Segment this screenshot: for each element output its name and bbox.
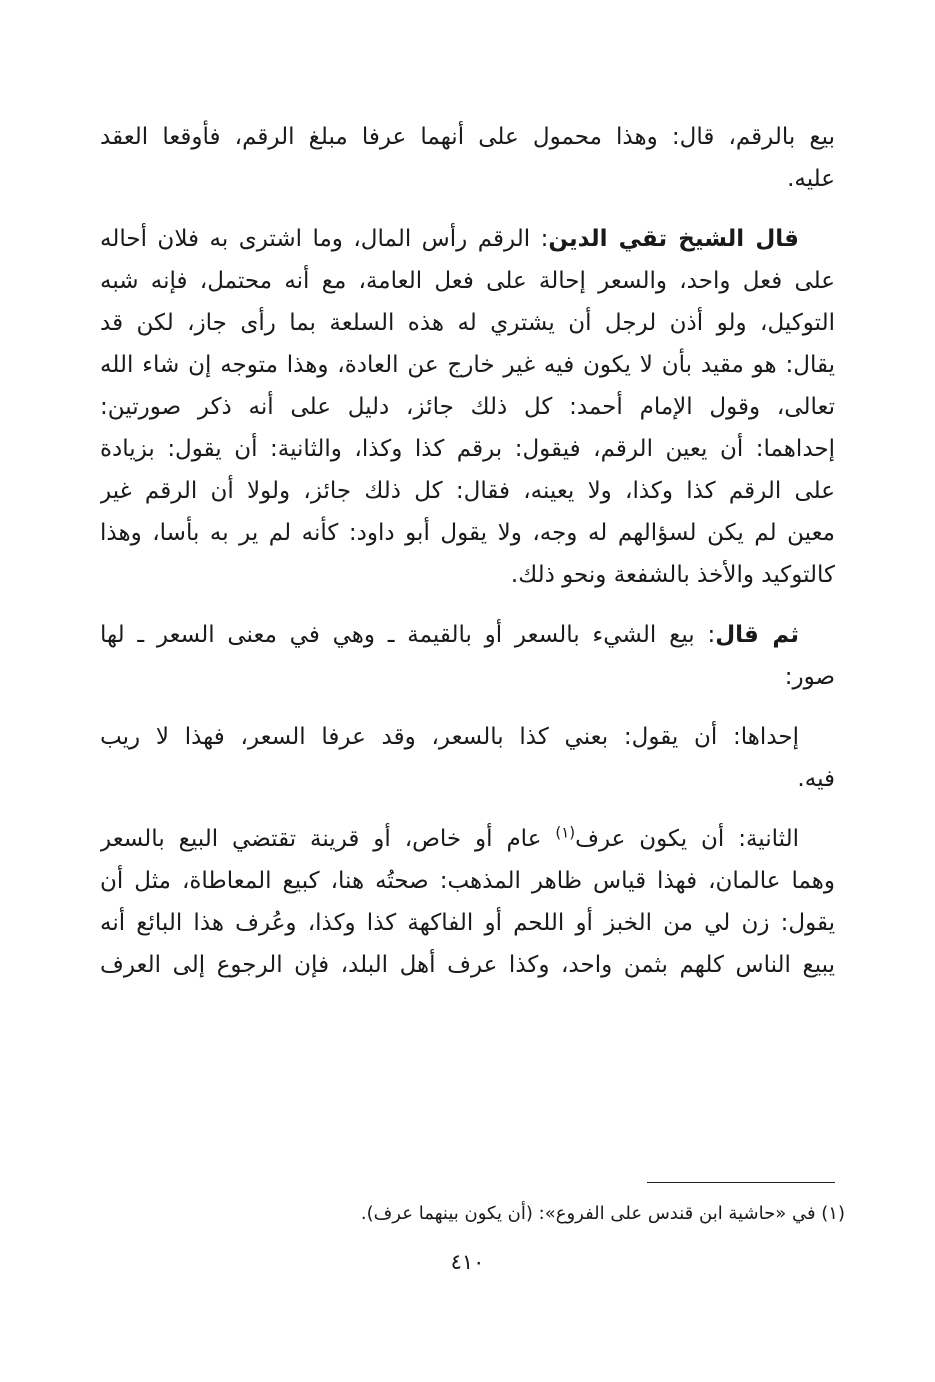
page-body xyxy=(100,116,835,986)
text-fragment: : الرقم رأس المال، وما اشترى به فلان أحاله xyxy=(100,226,549,252)
bold-lead: قال الشيخ تقي الدين xyxy=(548,226,799,252)
text-line: على الرقم كذا وكذا، ولا يعينه، فقال: كل ذلك جائز، ولولا أن الرقم غير xyxy=(100,478,835,504)
text-line: إحداهما: أن يعين الرقم، فيقول: برقم كذا وكذا، والثانية: أن يقول: بزيادة xyxy=(100,436,835,462)
text-line: كالتوكيد والأخذ بالشفعة ونحو ذلك. xyxy=(510,562,835,588)
text-line: على فعل واحد، والسعر إحالة على فعل العامة، مع أنه محتمل، فإنه شبه xyxy=(100,268,835,294)
paragraph-4 xyxy=(100,716,835,800)
text-line: فيه. xyxy=(797,766,835,792)
text-line xyxy=(100,818,835,860)
footnote: (١) في «حاشية ابن قندس على الفروع»: (أن يكون بينهما عرف). xyxy=(360,1203,845,1224)
text-line xyxy=(100,218,835,260)
text-line: تعالى، وقول الإمام أحمد: كل ذلك جائز، دليل على أنه ذكر صورتين: xyxy=(100,394,835,420)
text-line: صور: xyxy=(784,664,835,690)
text-fragment: : بيع الشيء بالسعر أو بالقيمة ـ وهي في معنى السعر ـ لها xyxy=(100,622,716,648)
paragraph-2 xyxy=(100,218,835,596)
text-line: وهما عالمان، فهذا قياس ظاهر المذهب: صحتُه هنا، كبيع المعاطاة، مثل أن xyxy=(100,868,835,894)
paragraph-3 xyxy=(100,614,835,698)
text-line: إحداها: أن يقول: بعني كذا بالسعر، وقد عرفا السعر، فهذا لا ريب xyxy=(100,724,799,750)
bold-lead: ثم قال xyxy=(715,622,799,648)
text-line: يقال: هو مقيد بأن لا يكون فيه غير خارج عن العادة، وهذا متوجه إن شاء الله xyxy=(100,352,835,378)
text-line: يبيع الناس كلهم بثمن واحد، وكذا عرف أهل البلد، فإن الرجوع إلى العرف xyxy=(100,952,835,978)
text-line: معين لم يكن لسؤالهم له وجه، ولا يقول أبو داود: كأنه لم ير به بأسا، وهذا xyxy=(100,520,835,546)
text-line xyxy=(100,614,835,656)
footnote-divider xyxy=(647,1182,835,1183)
paragraph-5 xyxy=(100,818,835,986)
footnote-marker[interactable]: (١) xyxy=(555,823,576,842)
paragraph-1 xyxy=(100,116,835,200)
text-line: يقول: زن لي من الخبز أو اللحم أو الفاكهة كذا وكذا، وعُرف هذا البائع أنه xyxy=(100,910,835,936)
text-line: التوكيل، ولو أذن لرجل أن يشتري له هذه السلعة بما رأى جاز، لكن قد xyxy=(100,310,835,336)
text-fragment: عام أو خاص، أو قرينة تقتضي البيع بالسعر xyxy=(100,826,556,852)
text-line: بيع بالرقم، قال: وهذا محمول على أنهما عرفا مبلغ الرقم، فأوقعا العقد xyxy=(100,124,835,150)
text-fragment: الثانية: أن يكون عرف xyxy=(575,826,799,852)
page-number: ٤١٠ xyxy=(450,1250,485,1274)
text-line: عليه. xyxy=(787,166,835,192)
